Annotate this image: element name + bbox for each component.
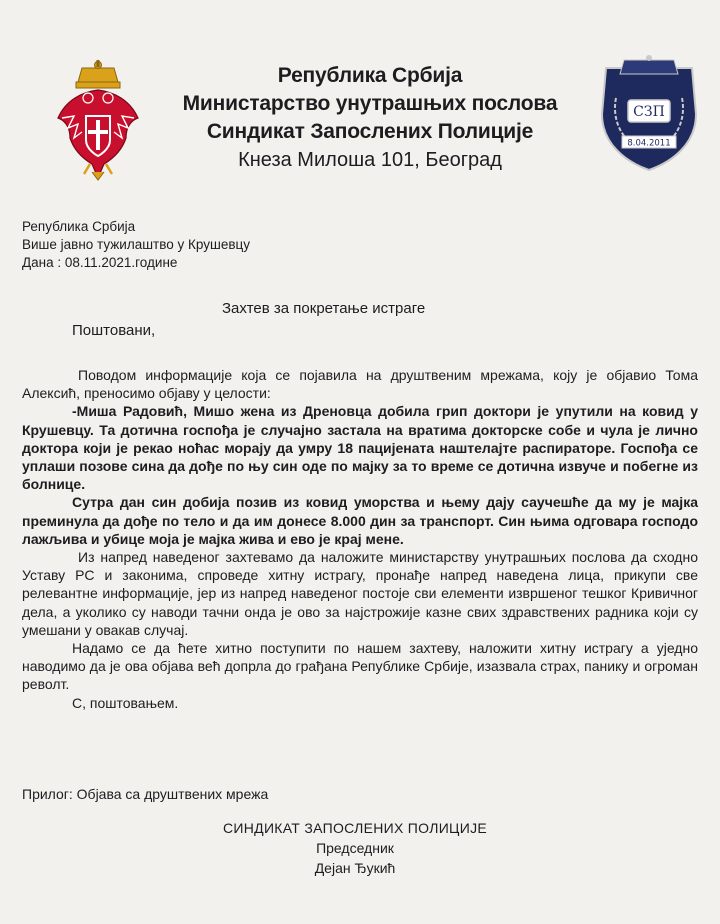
letterhead-union: Синдикат Запослених Полиције xyxy=(206,120,534,143)
police-union-emblem-icon xyxy=(596,54,702,172)
body-paragraph: Из напред наведеног захтевамо да наложите министарству унутрашњих послова да сходно Уставу РС и законима, спроведе хитну истрагу, пронађе напред наведена лица, прикупи све релевантне информације, јер из напред наведеног постоје сви елементи извршеног тешког Кривичног дела, а уколико су наводи тачни онда је ово за најстрожије казне свих здравствених радника који су умешани у овакав случај. xyxy=(22,549,698,638)
emblem-date: 8.04.2011 xyxy=(627,138,671,149)
closing-line: С, поштовањем. xyxy=(72,694,179,711)
letter-body xyxy=(22,366,698,712)
signature-block xyxy=(180,818,530,878)
letterhead-ministry: Министарство унутрашњих послова xyxy=(182,92,558,115)
quoted-post: -Миша Радовић, Мишо жена из Дреновца добила грип доктори је упутили на ковид у Крушевцу. Та дотична госпођа је случајно застала на вратима докторске собе и чула је лично доктора који је рекао ноћас морају да умру 18 пацијената наштелајте распираторе. Госпођа се уплаши позове сина да дође по њу син оде по мајку за то време се дотична извуче и побегне из болнице. xyxy=(22,403,698,493)
serbian-coat-of-arms-icon xyxy=(52,60,144,184)
letterhead xyxy=(160,62,580,174)
body-paragraph: Поводом информације која се појавила на друштвеним мрежама, коју је објавио Тома Алексић, преносимо објаву у целости: xyxy=(22,367,698,402)
signature-name: Дејан Ђукић xyxy=(314,860,396,876)
document-date: Дана : 08.11.2021.године xyxy=(22,255,178,270)
letterhead-address: Кнеза Милоша 101, Београд xyxy=(238,149,502,171)
signature-organization: СИНДИКАТ ЗАПОСЛЕНИХ ПОЛИЦИЈЕ xyxy=(222,820,488,836)
salutation: Поштовани, xyxy=(72,322,156,339)
signature-title: Председник xyxy=(316,840,394,856)
quoted-post-continued: Сутра дан син добија позив из ковид уморства и њему дају саучешће да му је мајка преминула да дође по тело и да им донесе 8.000 дин за транспорт. Син њима одговара господо лажљива и убице моја је мајка жива и ево је крај мене. xyxy=(22,494,698,547)
document-subject: Захтев за покретање истраге xyxy=(222,300,426,317)
addressee-block xyxy=(22,218,250,272)
addressee-office: Више јавно тужилаштво у Крушевцу xyxy=(22,237,250,252)
body-paragraph: Надамо се да ћете хитно поступити по нашем захтеву, наложити хитну истрагу а уједно наводимо да је ова објава већ допрла до грађана Републике Србије, изазвала страх, панику и огроман револт. xyxy=(22,640,698,693)
letterhead-country: Република Србија xyxy=(277,64,463,87)
attachment-note: Прилог: Објава са друштвених мрежа xyxy=(22,786,269,802)
addressee-country: Република Србија xyxy=(22,219,136,234)
emblem-letters: СЗП xyxy=(633,104,665,120)
